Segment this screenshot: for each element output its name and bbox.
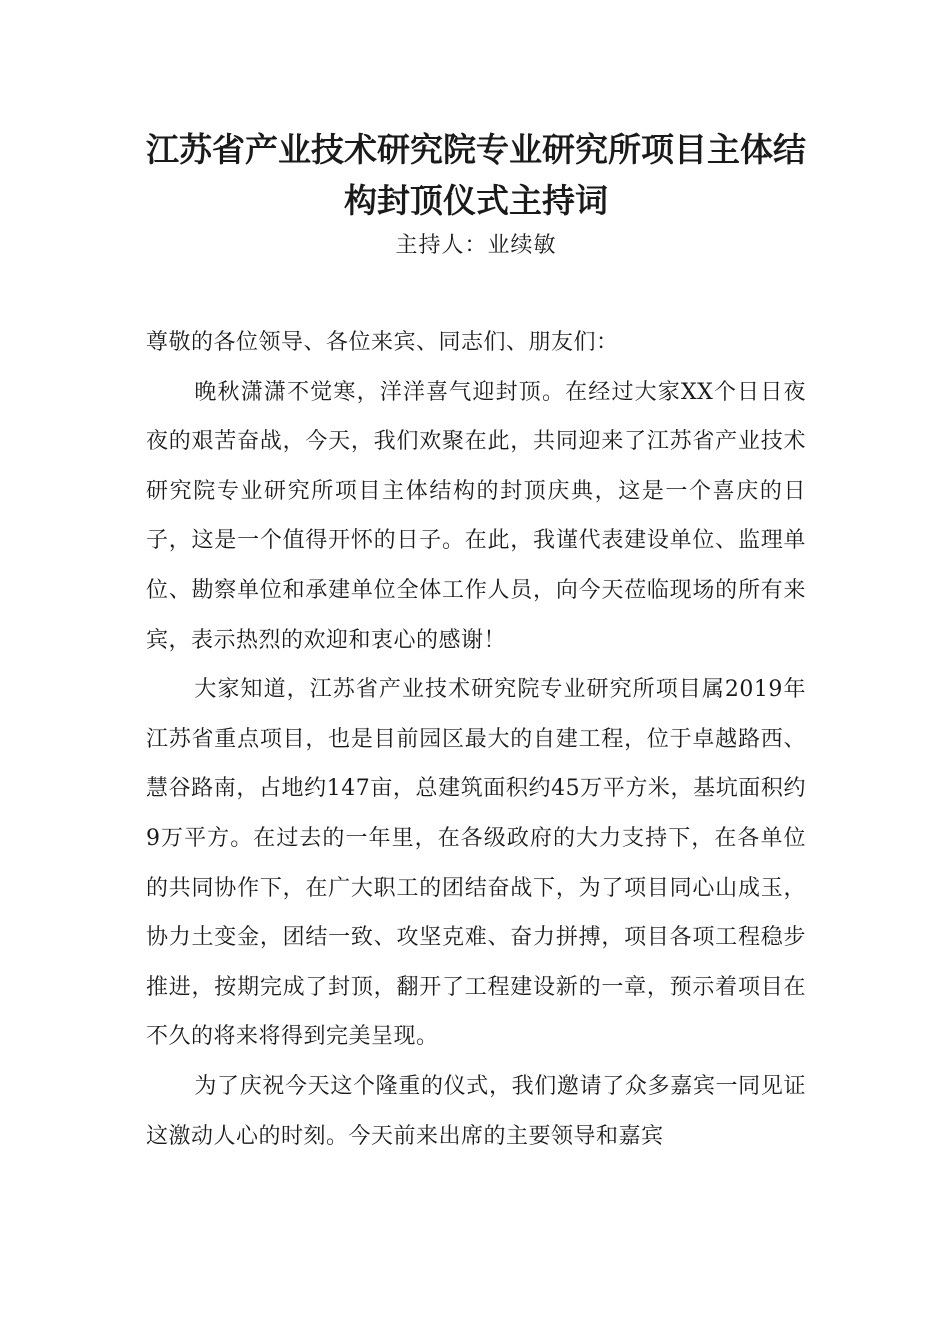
paragraph-2: 大家知道，江苏省产业技术研究院专业研究所项目属2019年江苏省重点项目，也是目前园区最大的自建工程，位于卓越路西、慧谷路南，占地约147亩，总建筑面积约45万平方米，基坑面积约9万平方。在过去的一年里，在各级政府的大力支持下，在各单位的共同协作下，在广大职工的团结奋战下，为了项目同心山成玉，协力土变金，团结一致、攻坚克难、奋力拼搏，项目各项工程稳步推进，按期完成了封顶，翻开了工程建设新的一章，预示着项目在不久的将来将得到完美呈现。 xyxy=(146,677,806,1050)
salutation: 尊敬的各位领导、各位来宾、同志们、朋友们： xyxy=(146,330,619,355)
document-page xyxy=(146,124,806,1161)
document-body xyxy=(146,318,806,1161)
paragraph-1: 晚秋潇潇不觉寒，洋洋喜气迎封顶。在经过大家XX个日日夜夜的艰苦奋战，今天，我们欢聚在此，共同迎来了江苏省产业技术研究院专业研究所项目主体结构的封顶庆典，这是一个喜庆的日子，这是一个值得开怀的日子。在此，我谨代表建设单位、监理单位、勘察单位和承建单位全体工作人员，向今天莅临现场的所有来宾，表示热烈的欢迎和衷心的感谢！ xyxy=(146,379,806,653)
document-title: 江苏省产业技术研究院专业研究所项目主体结构封顶仪式主持词 xyxy=(146,130,806,220)
paragraph-3: 为了庆祝今天这个隆重的仪式，我们邀请了众多嘉宾一同见证这激动人心的时刻。今天前来出席的主要领导和嘉宾 xyxy=(146,1073,806,1149)
host-line: 主持人：业续敏 xyxy=(395,233,557,258)
